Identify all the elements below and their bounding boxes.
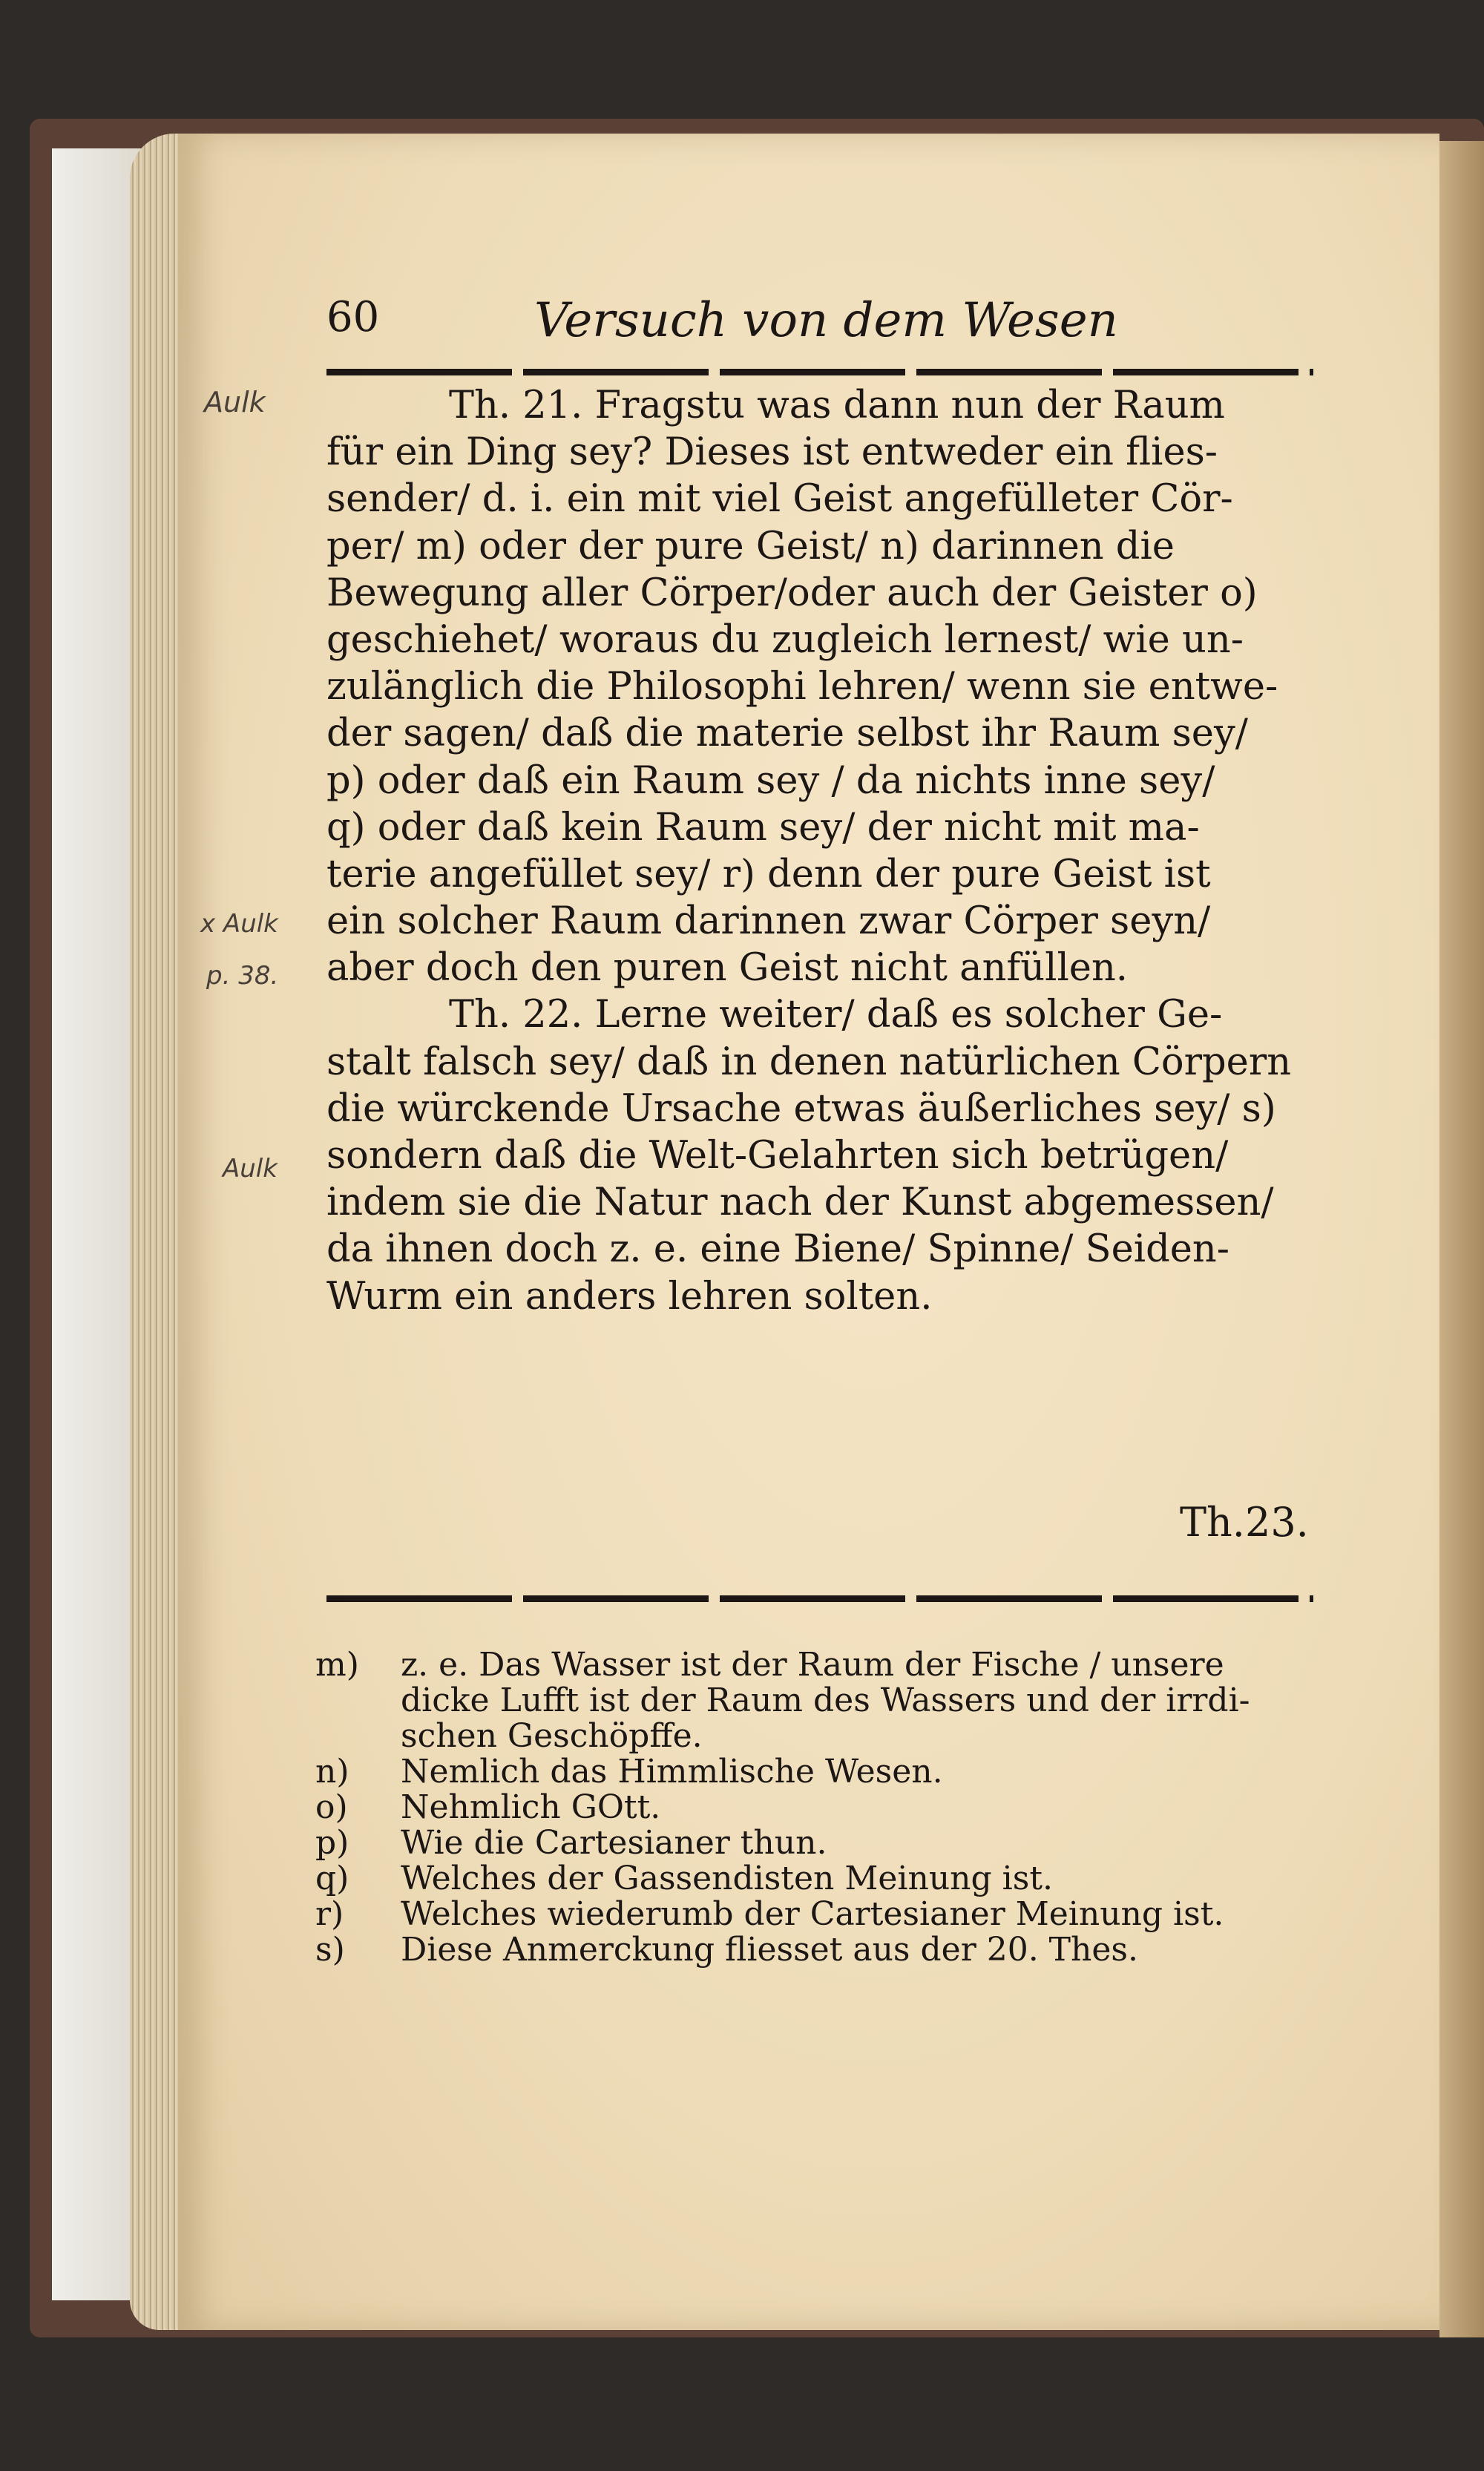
footnote-line: z. e. Das Wasser ist der Raum der Fische / unsere bbox=[401, 1647, 1224, 1683]
footnote-line: Welches der Gassendisten Meinung ist. bbox=[401, 1861, 1053, 1897]
text-line: aber doch den puren Geist nicht anfüllen. bbox=[326, 946, 1129, 991]
footnote-line: Wie die Cartesianer thun. bbox=[401, 1825, 827, 1861]
footnote-mark: q) bbox=[315, 1860, 349, 1897]
text-line: sondern daß die Welt-Gelahrten sich betrügen/ bbox=[326, 1134, 1229, 1178]
text-line: zulänglich die Philosophi lehren/ wenn sie entwe- bbox=[326, 665, 1278, 709]
footnote-line: Nehmlich GOtt. bbox=[401, 1790, 661, 1825]
text-line: Th. 21. Fragstu was dann nun der Raum bbox=[449, 384, 1225, 427]
footnote-n bbox=[315, 1754, 1310, 1790]
footnote-r bbox=[315, 1897, 1310, 1932]
footnote-m bbox=[315, 1647, 1310, 1754]
page-header bbox=[326, 293, 1313, 360]
footnote-mark: m) bbox=[315, 1646, 359, 1684]
margin-annotation: Aulk bbox=[223, 1154, 278, 1184]
main-text bbox=[326, 382, 1313, 1320]
footnote-q bbox=[315, 1861, 1310, 1897]
footnote-mark: n) bbox=[315, 1753, 349, 1791]
text-line: p) oder daß ein Raum sey / da nichts inne sey/ bbox=[326, 758, 1215, 803]
running-head: Versuch von dem Wesen bbox=[534, 293, 1118, 348]
text-line: geschiehet/ woraus du zugleich lernest/ wie un- bbox=[326, 617, 1244, 662]
text-line: der sagen/ daß die materie selbst ihr Raum sey/ bbox=[326, 712, 1248, 756]
text-line: da ihnen doch z. e. eine Biene/ Spinne/ Seiden- bbox=[326, 1227, 1230, 1272]
text-line: die würckende Ursache etwas äußerliches sey/ s) bbox=[326, 1086, 1276, 1131]
page-number: 60 bbox=[326, 293, 380, 341]
footnote-s bbox=[315, 1932, 1310, 1968]
footnote-rule bbox=[326, 1595, 1313, 1602]
text-line: ein solcher Raum darinnen zwar Cörper seyn/ bbox=[326, 899, 1211, 944]
footnote-mark: p) bbox=[315, 1824, 349, 1862]
footnote-p bbox=[315, 1825, 1310, 1861]
catchword: Th.23. bbox=[1180, 1499, 1309, 1546]
footnotes bbox=[315, 1647, 1310, 1968]
footnote-line: Welches wiederumb der Cartesianer Meinung ist. bbox=[401, 1897, 1224, 1932]
text-line: stalt falsch sey/ daß in denen natürlichen Cörpern bbox=[326, 1040, 1292, 1084]
header-rule bbox=[326, 369, 1313, 375]
footnote-line: dicke Lufft ist der Raum des Wassers und der irrdi- bbox=[401, 1683, 1250, 1719]
text-line: terie angefüllet sey/ r) denn der pure Geist ist bbox=[326, 852, 1211, 896]
text-line: für ein Ding sey? Dieses ist entweder ein flies- bbox=[326, 430, 1218, 475]
margin-annotation: x Aulk bbox=[200, 909, 278, 939]
text-line: sender/ d. i. ein mit viel Geist angefülleter Cör- bbox=[326, 477, 1233, 522]
footnote-mark: r) bbox=[315, 1895, 344, 1933]
text-line: Bewegung aller Cörper/oder auch der Geister o) bbox=[326, 571, 1258, 615]
footnote-mark: s) bbox=[315, 1931, 345, 1969]
text-line: indem sie die Natur nach der Kunst abgemessen/ bbox=[326, 1181, 1274, 1225]
margin-annotation: p. 38. bbox=[206, 961, 279, 991]
footnote-line: Diese Anmerckung fliesset aus der 20. Thes. bbox=[401, 1932, 1138, 1968]
footnote-line: Nemlich das Himmlische Wesen. bbox=[401, 1754, 943, 1790]
margin-annotation: Aulk bbox=[204, 386, 266, 419]
right-page-edge bbox=[1439, 141, 1484, 2337]
text-line: per/ m) oder der pure Geist/ n) darinnen die bbox=[326, 524, 1175, 568]
text-line: Th. 22. Lerne weiter/ daß es solcher Ge- bbox=[449, 993, 1223, 1037]
footnote-o bbox=[315, 1790, 1310, 1825]
text-line: Wurm ein anders lehren solten. bbox=[326, 1274, 933, 1319]
text-line: q) oder daß kein Raum sey/ der nicht mit ma- bbox=[326, 805, 1200, 850]
footnote-line: schen Geschöpffe. bbox=[401, 1719, 703, 1754]
footnote-mark: o) bbox=[315, 1788, 348, 1826]
